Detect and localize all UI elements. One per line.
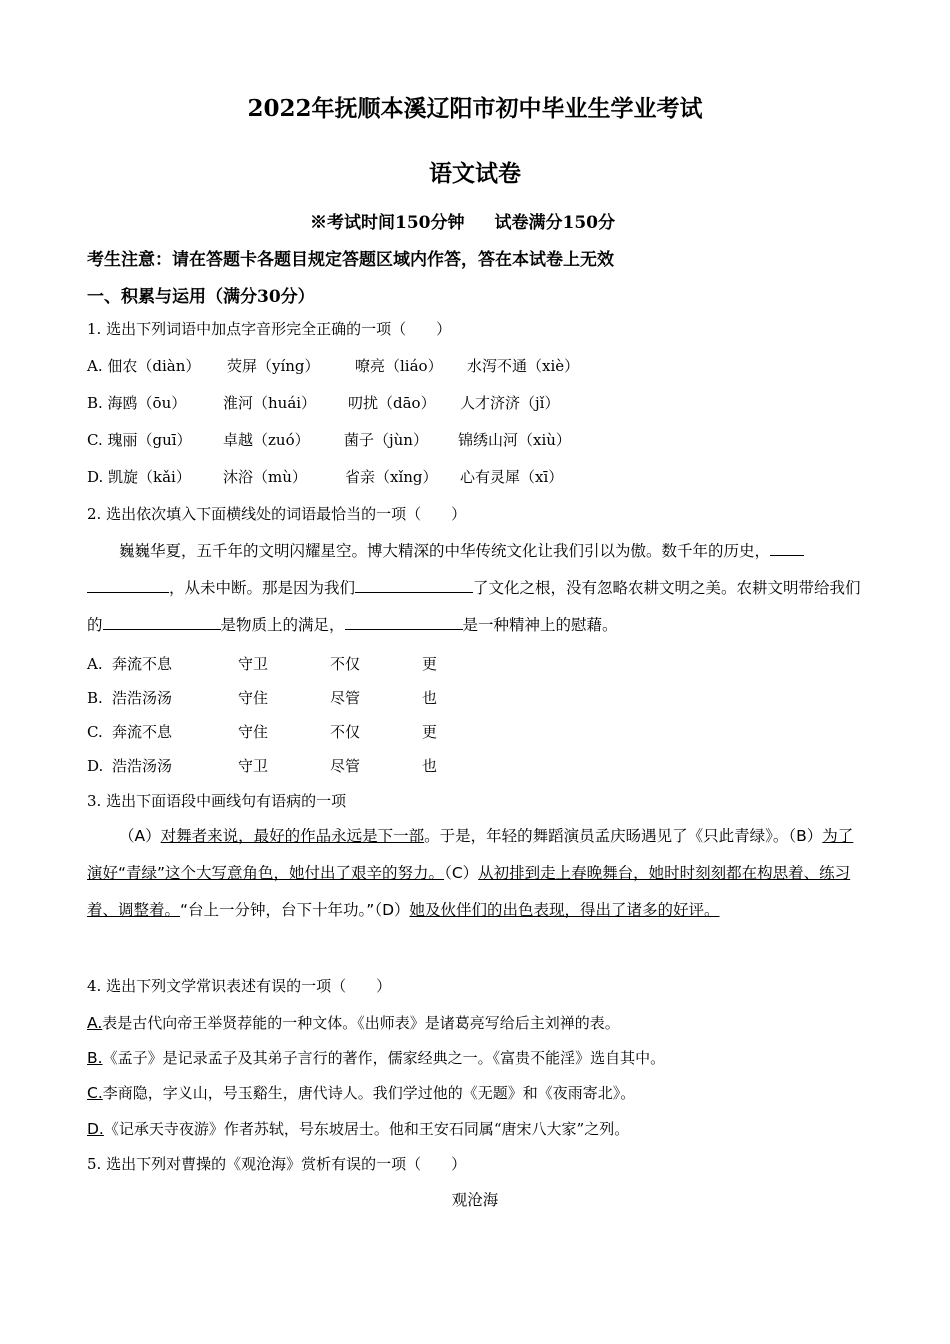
q2-a-label: A. (87, 655, 103, 673)
exam-title: 2022年抚顺本溪辽阳市初中毕业生学业考试 (247, 95, 703, 122)
q3-text-2: “台上一分钟，台下十年功。” (180, 901, 375, 919)
q3-tag-b: （B） (788, 827, 823, 845)
q2-d-w1: 浩浩汤汤 (112, 757, 173, 775)
q3-sentence-d: 她及伙伴们的出色表现，得出了诸多的好评。 (409, 901, 720, 919)
q2-passage-part3: 了文化之根，没有忽略农耕文明之美。农耕文明带给我们的 (87, 579, 861, 634)
q3-passage (87, 818, 867, 929)
q2-a-w4: 更 (422, 655, 438, 673)
q2-d-w4: 也 (422, 757, 438, 775)
q4-option-d (87, 1118, 629, 1139)
q2-option-c (87, 721, 437, 742)
q4-option-b (87, 1047, 665, 1068)
q4-c-text: 李商隐，字义山，号玉谿生，唐代诗人。我们学过他的《无题》和《夜雨寄北》。 (102, 1084, 636, 1102)
question-2-stem: 2. 选出依次填入下面横线处的词语最恰当的一项（ ） (87, 505, 467, 523)
q4-b-text: 《孟子》是记录孟子及其弟子言行的著作，儒家经典之一。《富贵不能淫》选自其中。 (102, 1049, 666, 1067)
q2-b-w2: 守住 (238, 689, 269, 707)
q2-passage-part5: 是一种精神上的慰藉。 (462, 616, 618, 634)
q2-blank-3 (103, 613, 221, 630)
q1-b-w1: B. 海鸥（ōu） (87, 394, 187, 412)
q1-d-w1: D. 凯旋（kǎi） (87, 468, 191, 486)
q2-a-w2: 守卫 (238, 655, 269, 673)
q2-d-w3: 尽管 (330, 757, 361, 775)
q2-c-w3: 不仅 (330, 723, 361, 741)
q4-a-text: 表是古代向帝王举贤荐能的一种文体。《出师表》是诸葛亮写给后主刘禅的表。 (102, 1014, 620, 1032)
q2-b-w4: 也 (422, 689, 438, 707)
q3-tag-d: （D） (374, 901, 410, 919)
q3-sentence-c: 从初排到走上春晚舞台，她时时刻刻都在构思着、练习着、调整着。 (87, 864, 851, 919)
q4-d-label: D. (87, 1120, 104, 1138)
q1-d-w2: 沐浴（mù） (223, 468, 307, 486)
q1-d-w3: 省亲（xǐng） (345, 468, 438, 486)
q2-b-label: B. (87, 689, 103, 707)
question-4-stem: 4. 选出下列文学常识表述有误的一项（ ） (87, 977, 392, 995)
question-5-stem: 5. 选出下列对曹操的《观沧海》赏析有误的一项（ ） (87, 1155, 467, 1173)
q3-sentence-a: 对舞者来说，最好的作品永远是下一部 (160, 827, 425, 845)
q4-a-label: A. (87, 1014, 103, 1032)
q2-d-w2: 守卫 (238, 757, 269, 775)
full-score: 试卷满分150分 (494, 213, 615, 233)
q2-a-w1: 奔流不息 (112, 655, 173, 673)
section-title: 一、积累与运用（满分30分） (87, 287, 315, 307)
q3-tag-a: （A） (119, 827, 161, 845)
q1-a-w3: 嘹亮（liáo） (355, 357, 443, 375)
q2-c-w2: 守住 (238, 723, 269, 741)
q4-option-a (87, 1012, 620, 1033)
q1-c-w1: C. 瑰丽（guī） (87, 431, 192, 449)
q2-option-d (87, 755, 437, 776)
q2-blank-4 (345, 613, 463, 630)
q3-sentence-b: 为了演好“青绿”这个大写意角色，她付出了艰辛的努力。 (87, 827, 854, 882)
q1-c-w4: 锦绣山河（xiù） (458, 431, 571, 449)
q3-text-1: 。于是，年轻的舞蹈演员孟庆旸遇见了《只此青绿》。 (424, 827, 789, 845)
q1-option-b (87, 392, 559, 413)
q1-c-w3: 菌子（jùn） (344, 431, 428, 449)
q2-b-w1: 浩浩汤汤 (112, 689, 173, 707)
q2-passage-part1: 巍巍华夏，五千年的文明闪耀星空。博大精深的中华传统文化让我们引以为傲。数千年的历史， (119, 542, 771, 560)
q4-option-c (87, 1082, 635, 1103)
q3-tag-c: （C） (444, 864, 479, 882)
q2-b-w3: 尽管 (330, 689, 361, 707)
q1-b-w4: 人才济济（jǐ） (460, 394, 560, 412)
q1-b-w3: 叨扰（dāo） (348, 394, 436, 412)
q4-b-label: B. (87, 1049, 103, 1067)
q4-c-label: C. (87, 1084, 103, 1102)
candidate-notice: 考生注意：请在答题卡各题目规定答题区域内作答，答在本试卷上无效 (87, 250, 614, 270)
q1-a-w1: A. 佃农（diàn） (87, 357, 201, 375)
q2-option-a (87, 653, 437, 674)
q4-d-text: 《记承天寺夜游》作者苏轼，号东坡居士。他和王安石同属“唐宋八大家”之列。 (103, 1120, 630, 1138)
q1-d-w4: 心有灵犀（xī） (460, 468, 564, 486)
q2-c-w1: 奔流不息 (112, 723, 173, 741)
q2-c-w4: 更 (422, 723, 438, 741)
q2-d-label: D. (87, 757, 104, 775)
question-3-stem: 3. 选出下面语段中画线句有语病的一项 (87, 792, 347, 810)
q1-option-c (87, 429, 571, 450)
q1-option-a (87, 355, 579, 376)
exam-info (310, 208, 615, 233)
q2-a-w3: 不仅 (330, 655, 361, 673)
q2-option-b (87, 687, 437, 708)
q2-c-label: C. (87, 723, 103, 741)
question-1-stem: 1. 选出下列词语中加点字音形完全正确的一项（ ） (87, 320, 452, 338)
q1-a-w2: 荧屏（yíng） (227, 357, 320, 375)
q2-blank-1b (87, 576, 169, 593)
q2-blank-2 (355, 576, 473, 593)
q2-passage-part4: 是物质上的满足， (220, 616, 345, 634)
q1-option-d (87, 466, 563, 487)
exam-time: ※考试时间150分钟 (310, 213, 465, 233)
q1-c-w2: 卓越（zuó） (223, 431, 310, 449)
q1-b-w2: 淮河（huái） (223, 394, 317, 412)
q2-passage-part2: ，从未中断。那是因为我们 (169, 579, 356, 597)
poem-title: 观沧海 (451, 1191, 499, 1209)
q2-passage (87, 533, 867, 644)
q1-a-w4: 水泻不通（xiè） (467, 357, 580, 375)
subject-title: 语文试卷 (429, 160, 521, 187)
q2-blank-1a (770, 539, 804, 556)
